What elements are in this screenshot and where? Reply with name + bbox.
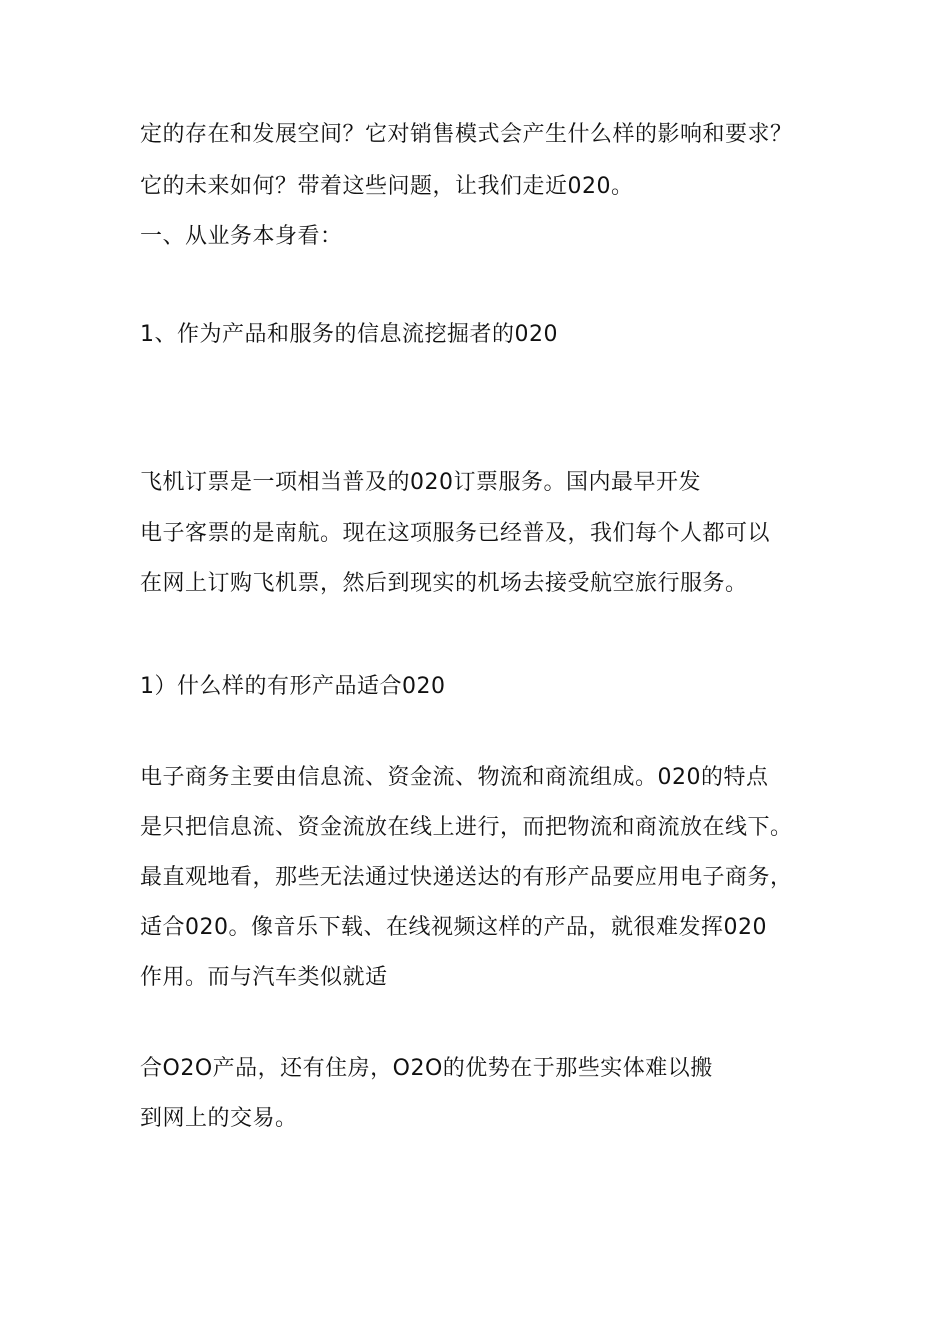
paragraph-line: 飞机订票是一项相当普及的020订票服务。国内最早开发 xyxy=(140,470,701,495)
paragraph-line: 合O2O产品，还有住房，O2O的优势在于那些实体难以搬 xyxy=(140,1056,713,1081)
paragraph-line: 最直观地看，那些无法通过快递送达的有形产品要应用电子商务， xyxy=(140,865,793,890)
paragraph-line: 一、从业务本身看： xyxy=(140,224,343,249)
paragraph-line: 到网上的交易。 xyxy=(140,1106,298,1131)
subsection-heading: 1）什么样的有形产品适合020 xyxy=(140,674,446,699)
paragraph-line: 定的存在和发展空间？它对销售模式会产生什么样的影响和要求？ xyxy=(140,122,793,147)
paragraph-line: 在网上订购飞机票，然后到现实的机场去接受航空旅行服务。 xyxy=(140,571,748,596)
paragraph-line: 它的未来如何？带着这些问题，让我们走近020。 xyxy=(140,174,634,199)
paragraph-line: 电子客票的是南航。现在这项服务已经普及，我们每个人都可以 xyxy=(140,521,771,546)
paragraph-line: 作用。而与汽车类似就适 xyxy=(140,965,388,990)
paragraph-line: 适合020。像音乐下载、在线视频这样的产品，就很难发挥020 xyxy=(140,915,767,940)
section-heading: 1、作为产品和服务的信息流挖掘者的020 xyxy=(140,322,558,347)
paragraph-line: 是只把信息流、资金流放在线上进行，而把物流和商流放在线下。 xyxy=(140,815,793,840)
paragraph-line: 电子商务主要由信息流、资金流、物流和商流组成。020的特点 xyxy=(140,765,769,790)
